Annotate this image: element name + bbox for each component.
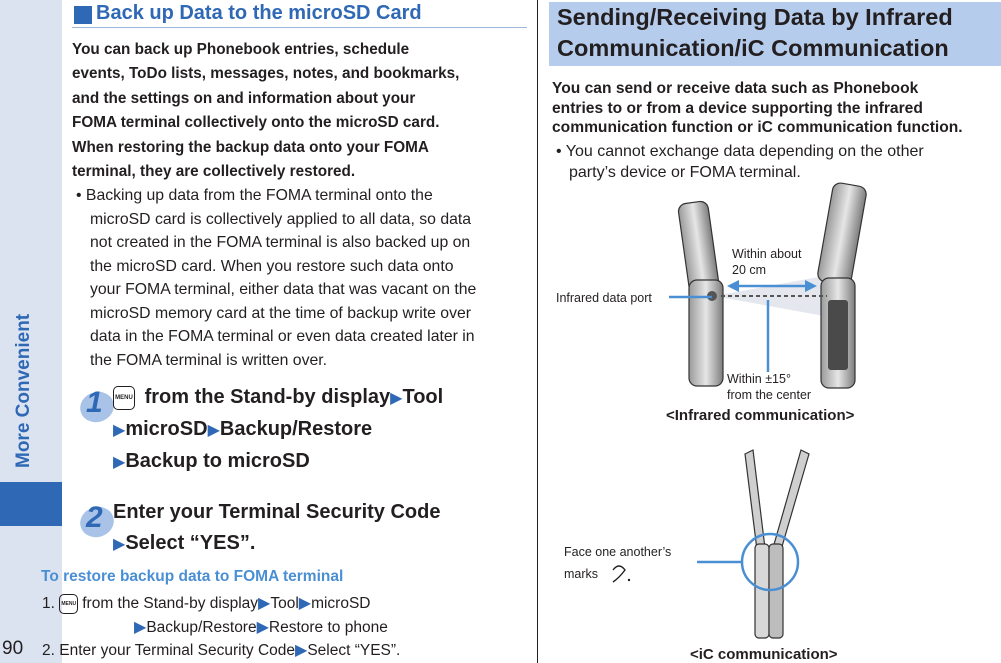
ic-figure	[549, 440, 1001, 663]
distance-label-2: 20 cm	[732, 263, 767, 277]
restore-title: To restore backup data to FOMA terminal	[41, 568, 344, 585]
backup-intro: You can back up Phonebook entries, schedule events, ToDo lists, messages, notes, and bookmarks, and the settings on and information about your FOMA terminal collectively onto the microSD card. When restoring the backup data onto your FOMA terminal, they are collectively restored.	[72, 41, 460, 181]
face-label-1: Face one another’s	[564, 545, 672, 559]
menu-key-icon: MENU	[113, 386, 135, 410]
menu-key-icon: MENU	[59, 594, 78, 614]
restore-step-2: 2. Enter your Terminal Security Code▶Select “YES”.	[42, 642, 401, 659]
left-phone-icon	[677, 200, 723, 386]
infrared-note: • You cannot exchange data depending on the other party’s device or FOMA terminal.	[556, 143, 924, 181]
step-1-badge: 1	[78, 386, 118, 426]
ic-mark-icon	[613, 566, 630, 582]
step-1-text: MENU from the Stand-by display▶Tool ▶microSD▶Backup/Restore ▶Backup to microSD	[113, 386, 444, 472]
backup-heading: Back up Data to the microSD Card	[72, 2, 527, 28]
backup-note: • Backing up data from the FOMA terminal onto the microSD card is collectively applied to all data, so data not created in the FOMA terminal is also backed up on the microSD card. When you restore such data onto your FOMA terminal, either data that was vacant on the microSD memory card at the time of backup write over data in the FOMA terminal or even data created later in the FOMA terminal is written over.	[76, 187, 477, 369]
right-phone-icon	[817, 182, 868, 388]
heading-square-icon	[74, 6, 92, 24]
section-label: More Convenient	[13, 313, 34, 468]
page-number: 90	[2, 638, 24, 659]
restore-step-1-cont: ▶Backup/Restore▶Restore to phone	[134, 619, 388, 636]
infrared-intro: You can send or receive data such as Phonebook entries to or from a device supporting the infrared communication function or iC communication function.	[552, 80, 963, 136]
angle-label-1: Within ±15°	[727, 372, 791, 386]
infrared-figure	[549, 180, 1001, 425]
infrared-heading: Sending/Receiving Data by Infrared Communication/iC Communication	[549, 2, 1001, 66]
angle-label-2: from the center	[727, 388, 812, 402]
face-label-2: marks	[564, 567, 599, 581]
ic-phones-icon	[745, 450, 809, 638]
restore-step-1: 1. MENU from the Stand-by display▶Tool▶microSD	[42, 595, 371, 612]
ic-caption: <iC communication>	[690, 646, 838, 663]
column-divider	[537, 0, 538, 663]
step-2-badge: 2	[78, 501, 118, 541]
step-2-text: Enter your Terminal Security Code ▶Select “YES”.	[113, 501, 441, 554]
infrared-caption: <Infrared communication>	[666, 407, 855, 424]
port-label: Infrared data port	[556, 291, 652, 305]
side-tab-marker	[0, 482, 62, 526]
distance-label-1: Within about	[732, 247, 802, 261]
